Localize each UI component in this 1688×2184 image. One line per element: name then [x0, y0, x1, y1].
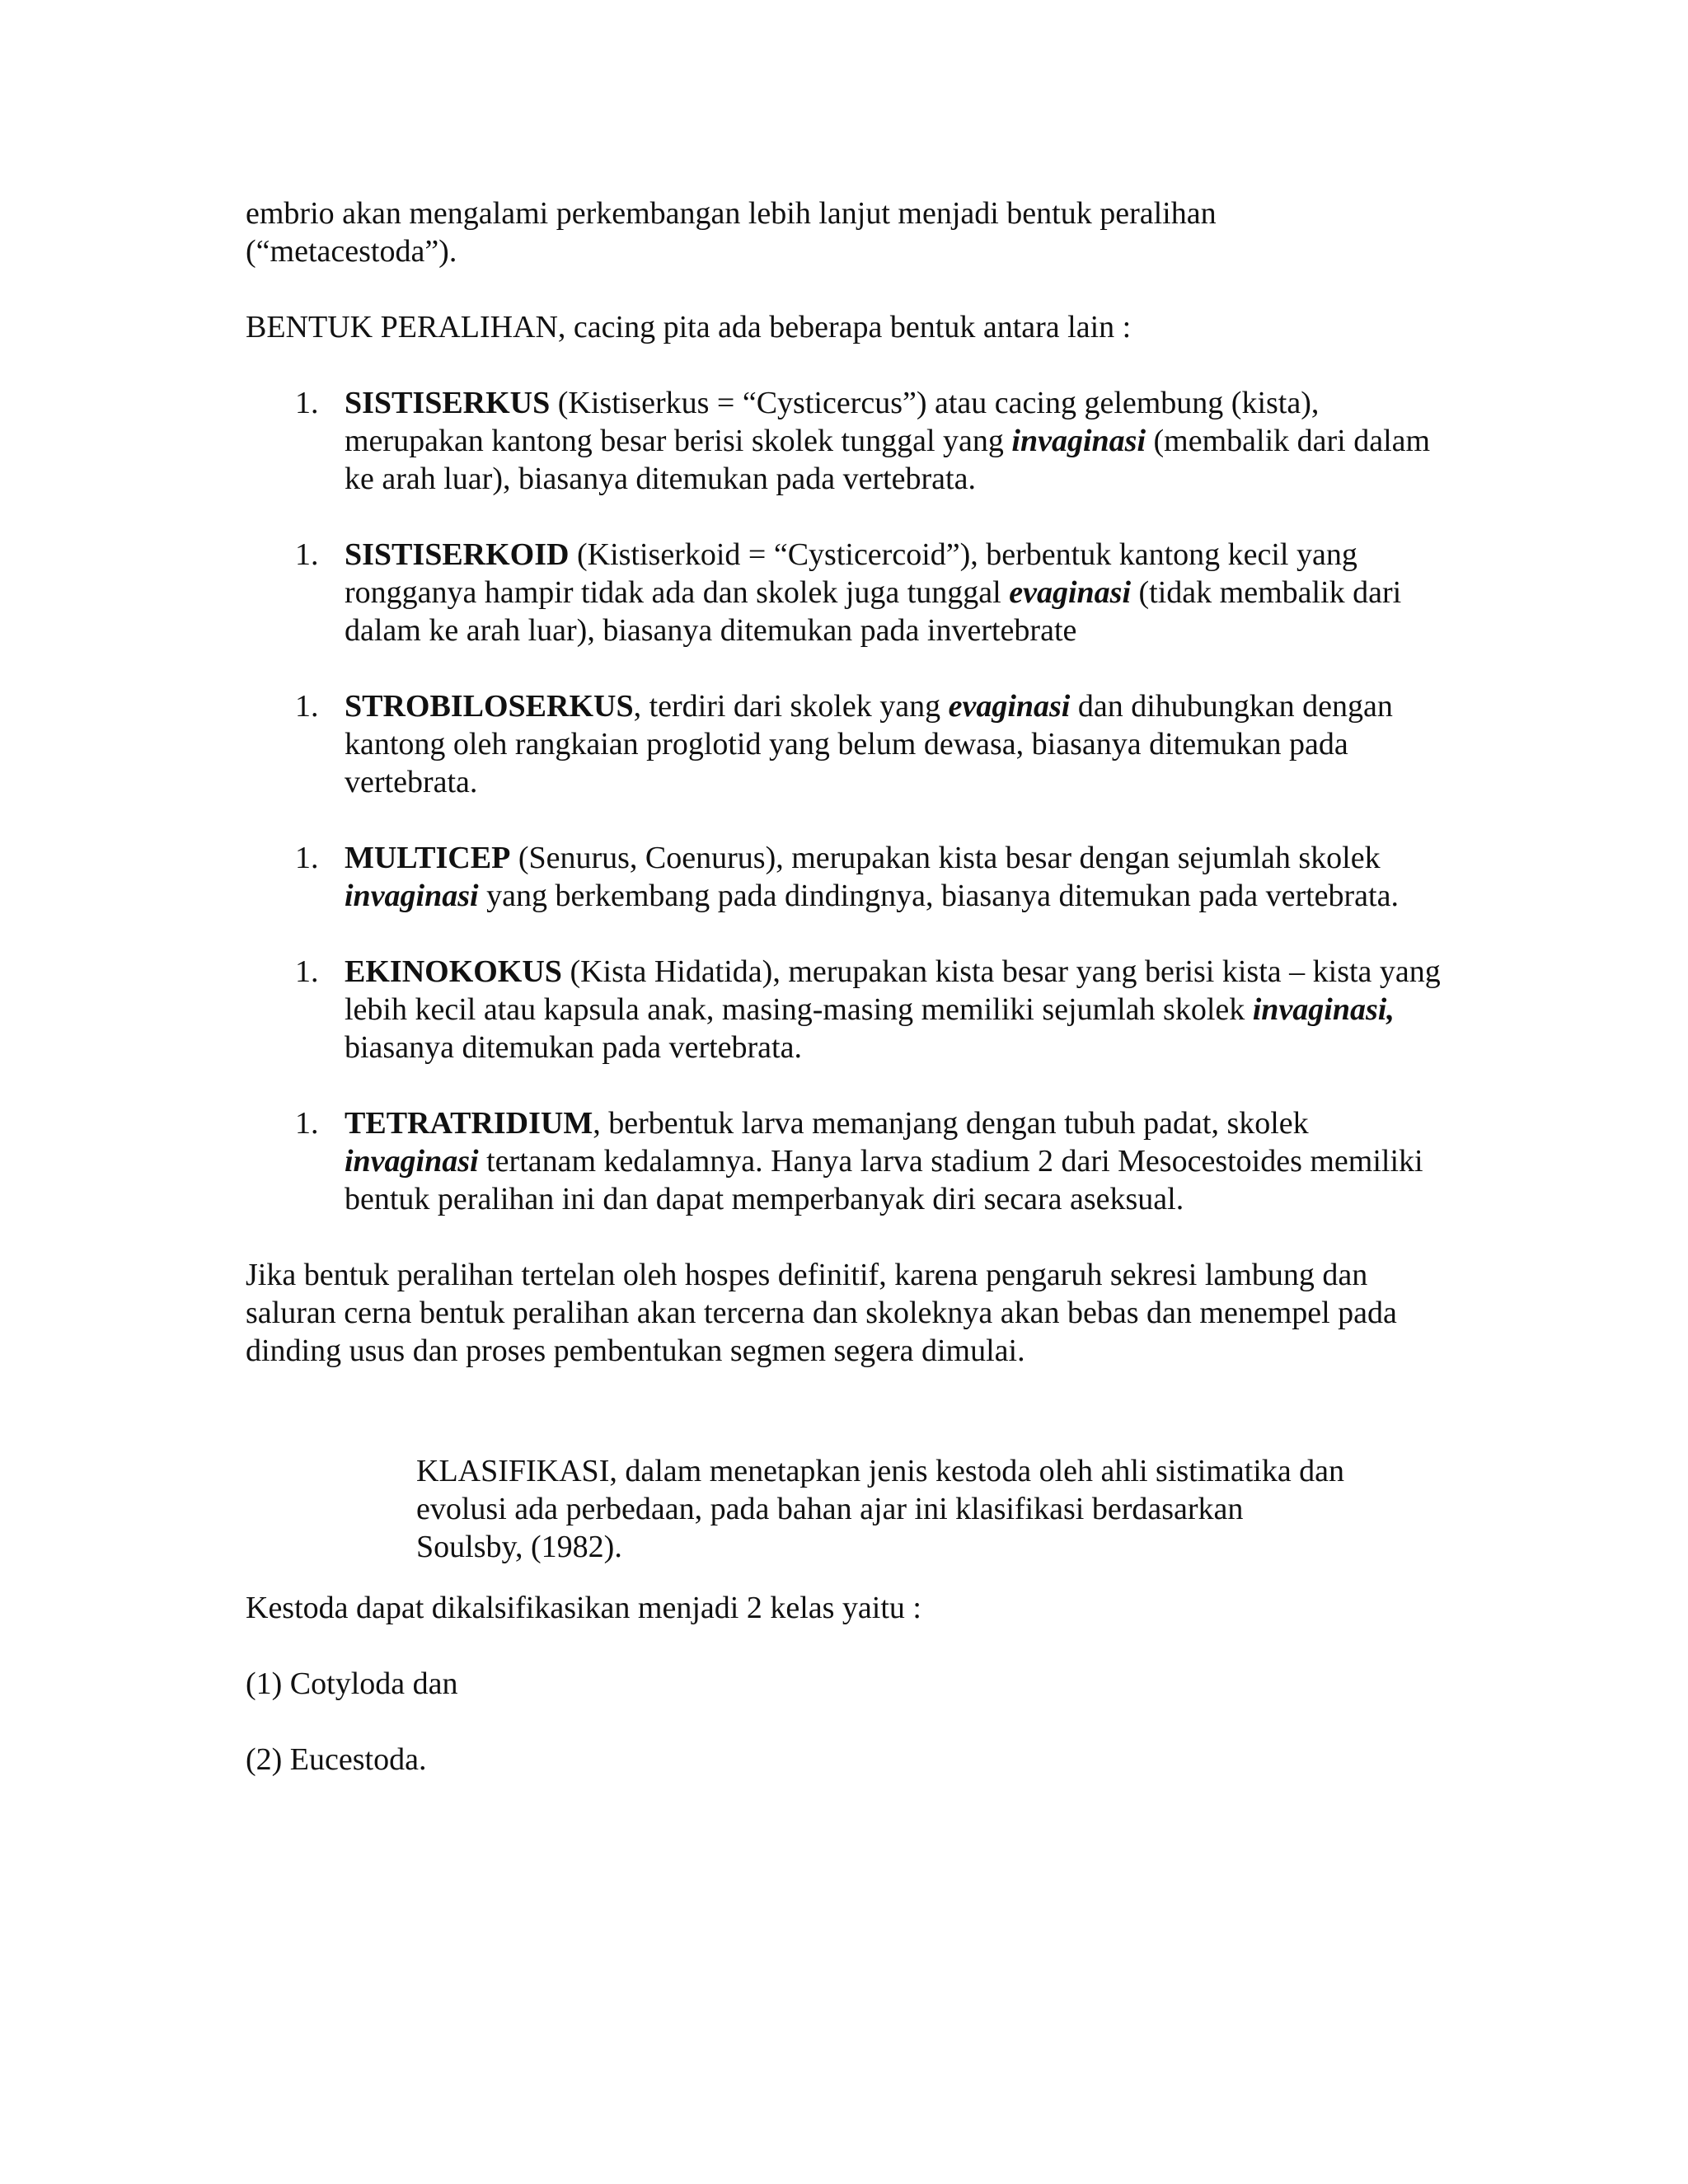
item-text: (membalik dari dalam ke arah luar), biasanya ditemukan pada vertebrata.: [345, 424, 1431, 496]
emphasis-term: invaginasi: [345, 1144, 479, 1179]
list-item-multicep: [246, 839, 1449, 915]
item-text: tertanam kedalamnya. Hanya larva stadium 2 dari Mesocestoides memiliki bentuk peralihan ini dan dapat memperbanyak diri secara aseksual.: [345, 1144, 1423, 1216]
peralihan-list: [246, 384, 1449, 1218]
intro-paragraph: [246, 194, 1449, 270]
page-body: [246, 194, 1449, 1816]
klasifikasi-paragraph: KLASIFIKASI, dalam menetapkan jenis kestoda oleh ahli sistimatika dan evolusi ada perbedaan, pada bahan ajar ini klasifikasi berdasarkan Soulsby, (1982).: [416, 1454, 1345, 1564]
intro-line-2: (“metacestoda”).: [246, 234, 457, 269]
list-item-sistiserkus: [246, 384, 1449, 498]
term-tetratridium: TETRATRIDIUM: [345, 1106, 593, 1141]
kelas-intro: Kestoda dapat dikalsifikasikan menjadi 2 kelas yaitu :: [246, 1591, 921, 1625]
item-text: (Senurus, Coenurus), merupakan kista besar dengan sejumlah skolek: [510, 841, 1381, 875]
term-sistiserkoid: SISTISERKOID: [345, 537, 570, 572]
list-number: 1.: [295, 841, 319, 875]
emphasis-term: invaginasi,: [1252, 992, 1395, 1027]
term-sistiserkus: SISTISERKUS: [345, 386, 551, 420]
item-text: biasanya ditemukan pada vertebrata.: [345, 1030, 802, 1065]
item-text: (Kistiserkus = “Cysticercus”) atau cacing gelembung (kista), merupakan kantong besar berisi skolek tunggal yang: [345, 386, 1320, 458]
list-item-ekinokokus: [246, 953, 1449, 1066]
item-text: , terdiri dari skolek yang: [633, 689, 949, 724]
list-item-tetratridium: [246, 1104, 1449, 1218]
item-text: (tidak membalik dari dalam ke arah luar), biasanya ditemukan pada invertebrate: [345, 575, 1402, 648]
emphasis-term: invaginasi: [1011, 424, 1146, 458]
list-item-sistiserkoid: [246, 536, 1449, 649]
term-multicep: MULTICEP: [345, 841, 511, 875]
kelas-item-eucestoda: (2) Eucestoda.: [246, 1742, 427, 1777]
item-text: (Kista Hidatida), merupakan kista besar yang berisi kista – kista yang lebih kecil atau kapsula anak, masing-masing memiliki sejumlah skolek: [345, 954, 1441, 1027]
section-heading-bentuk-peralihan: BENTUK PERALIHAN, cacing pita ada beberapa bentuk antara lain :: [246, 310, 1132, 344]
kelas-item-cotyloda: (1) Cotyloda dan: [246, 1666, 458, 1701]
list-number: 1.: [295, 537, 319, 572]
emphasis-term: evaginasi: [948, 689, 1071, 724]
term-strobiloserkus: STROBILOSERKUS: [345, 689, 634, 724]
list-number: 1.: [295, 689, 319, 724]
item-text: dan dihubungkan dengan kantong oleh rangkaian proglotid yang belum dewasa, biasanya ditemukan pada vertebrata.: [345, 689, 1393, 799]
emphasis-term: evaginasi: [1009, 575, 1132, 610]
list-item-strobiloserkus: [246, 687, 1449, 801]
emphasis-term: invaginasi: [345, 879, 479, 913]
list-number: 1.: [295, 954, 319, 989]
list-number: 1.: [295, 1106, 319, 1141]
item-text: , berbentuk larva memanjang dengan tubuh padat, skolek: [593, 1106, 1309, 1141]
intro-line-1: embrio akan mengalami perkembangan lebih lanjut menjadi bentuk peralihan: [246, 196, 1217, 231]
closing-paragraph: Jika bentuk peralihan tertelan oleh hospes definitif, karena pengaruh sekresi lambung dan saluran cerna bentuk peralihan akan tercerna dan skoleknya akan bebas dan menempel pada dinding usus dan proses pembentukan segmen segera dimulai.: [246, 1258, 1397, 1368]
item-text: (Kistiserkoid = “Cysticercoid”), berbentuk kantong kecil yang rongganya hampir tidak ada dan skolek juga tunggal: [345, 537, 1357, 610]
list-number: 1.: [295, 386, 319, 420]
item-text: yang berkembang pada dindingnya, biasanya ditemukan pada vertebrata.: [478, 879, 1399, 913]
term-ekinokokus: EKINOKOKUS: [345, 954, 562, 989]
